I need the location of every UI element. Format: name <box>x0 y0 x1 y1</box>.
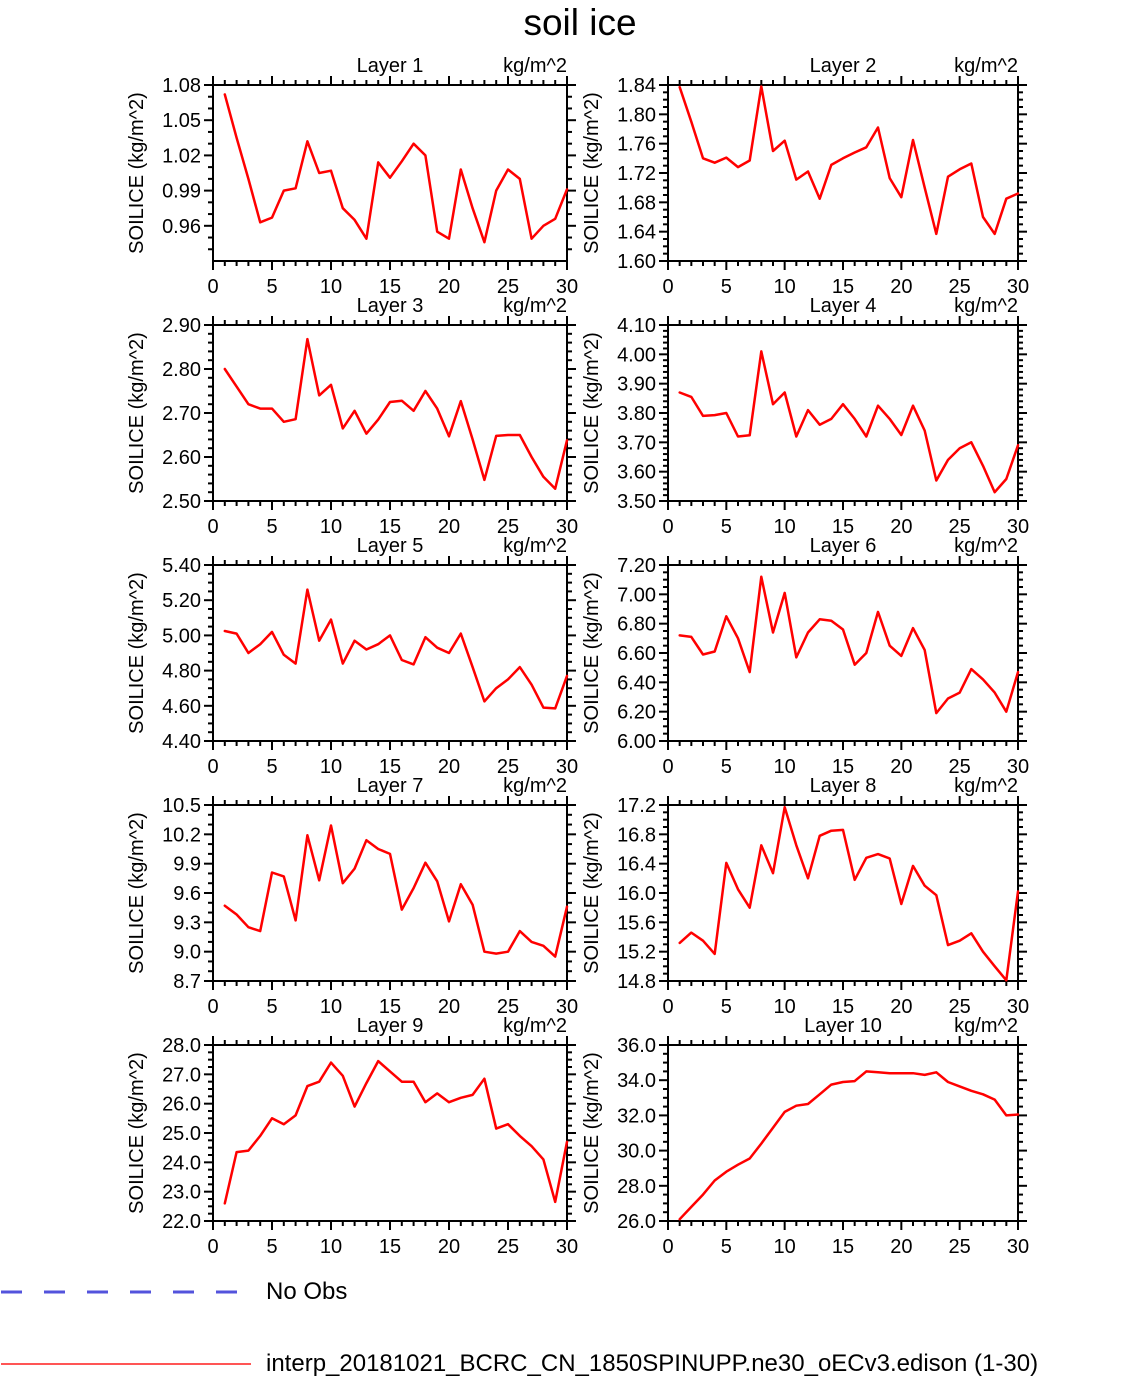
y-tick-label: 22.0 <box>162 1211 201 1233</box>
plot-frame <box>668 85 1018 261</box>
y-axis-label: SOILICE (kg/m^2) <box>126 332 148 494</box>
y-tick-label: 2.60 <box>162 447 201 469</box>
x-tick-label: 30 <box>555 516 579 538</box>
plot-frame <box>668 565 1018 741</box>
x-tick-label: 25 <box>948 516 971 538</box>
series-line-layer-9 <box>225 1061 567 1203</box>
panel-title: Layer 1 <box>356 55 424 77</box>
x-tick-label: 15 <box>831 996 855 1018</box>
x-tick-label: 0 <box>662 756 674 778</box>
x-tick-label: 20 <box>437 996 461 1018</box>
y-tick-label: 5.40 <box>162 555 201 577</box>
y-tick-label: 27.0 <box>162 1064 201 1087</box>
x-tick-label: 10 <box>773 516 796 538</box>
y-tick-label: 1.72 <box>617 163 656 185</box>
y-tick-label: 1.68 <box>617 192 656 215</box>
series-line-layer-5 <box>225 590 567 709</box>
y-tick-label: 1.64 <box>617 221 656 244</box>
y-tick-label: 24.0 <box>162 1152 201 1175</box>
x-tick-label: 15 <box>378 276 402 298</box>
x-tick-label: 20 <box>890 516 913 538</box>
panel-unit-label: kg/m^2 <box>954 535 1018 557</box>
legend-no-obs <box>0 1279 347 1305</box>
y-tick-label: 28.0 <box>617 1175 656 1198</box>
y-tick-label: 4.10 <box>617 315 656 337</box>
legend-series <box>0 1351 1038 1377</box>
y-tick-label: 10.5 <box>162 795 201 817</box>
y-tick-label: 7.00 <box>617 584 656 607</box>
panel-layer-1 <box>126 55 578 298</box>
x-tick-label: 30 <box>555 276 579 298</box>
panel-layer-5 <box>126 535 578 778</box>
y-axis-label: SOILICE (kg/m^2) <box>126 812 148 974</box>
ticks <box>204 316 576 510</box>
x-tick-label: 0 <box>207 1236 219 1258</box>
x-tick-label: 10 <box>773 1236 796 1258</box>
y-tick-label: 1.76 <box>617 133 656 156</box>
panel-layer-6 <box>581 535 1029 778</box>
x-tick-label: 5 <box>266 996 278 1018</box>
y-tick-label: 26.0 <box>617 1211 656 1233</box>
y-axis-label: SOILICE (kg/m^2) <box>581 332 603 494</box>
y-tick-label: 2.90 <box>162 315 201 337</box>
x-tick-label: 5 <box>720 756 732 778</box>
x-tick-label: 5 <box>266 276 278 298</box>
panel-title: Layer 7 <box>356 775 424 797</box>
series-line-layer-3 <box>225 339 567 489</box>
y-tick-label: 26.0 <box>162 1093 201 1116</box>
y-axis-label: SOILICE (kg/m^2) <box>581 92 603 254</box>
y-tick-label: 6.60 <box>617 643 656 665</box>
y-tick-label: 4.60 <box>162 695 201 718</box>
panel-title: Layer 4 <box>809 295 877 317</box>
y-tick-label: 6.40 <box>617 672 656 695</box>
y-tick-label: 25.0 <box>162 1123 201 1145</box>
series-line-layer-8 <box>680 807 1018 980</box>
panel-layer-4 <box>581 295 1029 538</box>
ticks <box>204 76 576 270</box>
ticks <box>204 1036 576 1230</box>
series-line-layer-1 <box>225 94 567 242</box>
x-tick-label: 20 <box>437 756 461 778</box>
panel-title: Layer 3 <box>356 295 424 317</box>
y-tick-label: 1.84 <box>617 75 656 97</box>
y-tick-label: 14.8 <box>617 971 656 993</box>
x-tick-label: 25 <box>496 756 520 778</box>
panel-unit-label: kg/m^2 <box>954 1015 1018 1037</box>
y-tick-label: 1.08 <box>162 75 201 97</box>
x-tick-label: 10 <box>319 996 343 1018</box>
x-tick-label: 5 <box>720 996 732 1018</box>
y-tick-label: 5.00 <box>162 625 201 648</box>
panel-title: Layer 9 <box>356 1015 424 1037</box>
x-tick-label: 30 <box>555 996 579 1018</box>
y-tick-label: 16.4 <box>617 853 656 876</box>
y-tick-label: 34.0 <box>617 1070 656 1093</box>
panel-title: Layer 2 <box>809 55 877 77</box>
x-tick-label: 30 <box>1006 996 1030 1018</box>
x-tick-label: 15 <box>831 1236 855 1258</box>
panel-unit-label: kg/m^2 <box>503 535 567 557</box>
x-tick-label: 30 <box>555 1236 579 1258</box>
y-tick-label: 2.70 <box>162 403 201 425</box>
x-tick-label: 0 <box>662 1236 674 1258</box>
x-tick-label: 0 <box>662 516 674 538</box>
series-line-layer-4 <box>680 351 1018 492</box>
y-axis-label: SOILICE (kg/m^2) <box>581 572 603 734</box>
ticks <box>659 796 1027 990</box>
x-tick-label: 10 <box>319 516 343 538</box>
x-tick-label: 30 <box>1006 516 1030 538</box>
y-tick-label: 28.0 <box>162 1035 201 1057</box>
panel-layer-3 <box>126 295 578 538</box>
plot-frame <box>213 565 567 741</box>
x-tick-label: 25 <box>948 1236 971 1258</box>
ticks <box>659 316 1027 510</box>
panel-layer-2 <box>581 55 1029 298</box>
x-tick-label: 30 <box>555 756 579 778</box>
y-tick-label: 17.2 <box>617 795 656 817</box>
x-tick-label: 20 <box>437 516 461 538</box>
x-tick-label: 10 <box>319 276 343 298</box>
panel-layer-9 <box>126 1015 578 1258</box>
plot-frame <box>213 805 567 981</box>
ticks <box>659 1036 1027 1230</box>
y-tick-label: 1.05 <box>162 110 201 133</box>
plot-frame <box>213 325 567 501</box>
y-tick-label: 15.6 <box>617 912 656 935</box>
x-tick-label: 10 <box>773 276 796 298</box>
x-tick-label: 15 <box>378 1236 402 1258</box>
y-tick-label: 10.2 <box>162 824 201 847</box>
x-tick-label: 20 <box>890 276 913 298</box>
y-tick-label: 5.20 <box>162 590 201 613</box>
no-obs-dashed-line-icon <box>0 1287 252 1297</box>
panel-unit-label: kg/m^2 <box>503 55 567 77</box>
x-tick-label: 5 <box>266 1236 278 1258</box>
panel-unit-label: kg/m^2 <box>954 295 1018 317</box>
ticks <box>204 556 576 750</box>
x-tick-label: 25 <box>496 516 520 538</box>
y-tick-label: 4.80 <box>162 660 201 683</box>
y-tick-label: 1.80 <box>617 104 656 127</box>
x-tick-label: 25 <box>496 1236 520 1258</box>
y-tick-label: 9.9 <box>173 853 201 876</box>
y-tick-label: 3.70 <box>617 432 656 455</box>
y-tick-label: 16.0 <box>617 883 656 905</box>
x-tick-label: 5 <box>720 276 732 298</box>
panel-unit-label: kg/m^2 <box>503 775 567 797</box>
x-tick-label: 0 <box>662 276 674 298</box>
panel-title: Layer 5 <box>356 535 424 557</box>
panel-layer-10 <box>581 1015 1029 1258</box>
y-tick-label: 4.00 <box>617 344 656 367</box>
y-tick-label: 4.40 <box>162 731 201 753</box>
plot-frame <box>668 1045 1018 1221</box>
x-tick-label: 15 <box>378 996 402 1018</box>
series-line-layer-2 <box>680 87 1018 234</box>
y-tick-label: 6.80 <box>617 613 656 636</box>
y-tick-label: 3.60 <box>617 461 656 484</box>
x-tick-label: 25 <box>496 276 520 298</box>
x-tick-label: 25 <box>948 276 971 298</box>
x-tick-label: 10 <box>773 756 796 778</box>
ticks <box>659 556 1027 750</box>
x-tick-label: 25 <box>496 996 520 1018</box>
y-tick-label: 30.0 <box>617 1140 656 1163</box>
x-tick-label: 0 <box>207 276 219 298</box>
y-axis-label: SOILICE (kg/m^2) <box>126 572 148 734</box>
series-line-layer-6 <box>680 577 1018 713</box>
y-tick-label: 2.50 <box>162 491 201 513</box>
y-tick-label: 3.90 <box>617 373 656 396</box>
series-line-icon <box>0 1359 252 1369</box>
y-tick-label: 6.00 <box>617 731 656 753</box>
y-axis-label: SOILICE (kg/m^2) <box>581 1052 603 1214</box>
y-tick-label: 15.2 <box>617 941 656 964</box>
panel-layer-8 <box>581 775 1029 1018</box>
x-tick-label: 0 <box>207 996 219 1018</box>
x-tick-label: 10 <box>773 996 796 1018</box>
y-tick-label: 9.6 <box>173 883 201 905</box>
series-line-layer-7 <box>225 826 567 957</box>
y-tick-label: 0.96 <box>162 215 201 238</box>
panel-unit-label: kg/m^2 <box>954 775 1018 797</box>
y-axis-label: SOILICE (kg/m^2) <box>581 812 603 974</box>
y-tick-label: 32.0 <box>617 1105 656 1128</box>
panel-title: Layer 6 <box>809 535 877 557</box>
y-tick-label: 9.0 <box>173 941 201 964</box>
x-tick-label: 30 <box>1006 1236 1030 1258</box>
x-tick-label: 0 <box>662 996 674 1018</box>
x-tick-label: 15 <box>831 276 855 298</box>
legend-series-label: interp_20181021_BCRC_CN_1850SPINUPP.ne30_oECv3.edison (1-30) <box>266 1350 1039 1377</box>
x-tick-label: 5 <box>720 1236 732 1258</box>
x-tick-label: 20 <box>437 1236 461 1258</box>
y-tick-label: 3.80 <box>617 403 656 425</box>
panel-layer-7 <box>126 775 578 1018</box>
x-tick-label: 20 <box>437 276 461 298</box>
x-tick-label: 20 <box>890 756 913 778</box>
x-tick-label: 15 <box>378 516 402 538</box>
x-tick-label: 30 <box>1006 276 1030 298</box>
y-tick-label: 6.20 <box>617 701 656 724</box>
ticks <box>659 76 1027 270</box>
x-tick-label: 10 <box>319 1236 343 1258</box>
y-tick-label: 7.20 <box>617 555 656 577</box>
x-tick-label: 0 <box>207 516 219 538</box>
panel-title: Layer 10 <box>804 1015 882 1037</box>
y-tick-label: 16.8 <box>617 824 656 847</box>
x-tick-label: 5 <box>266 516 278 538</box>
x-tick-label: 5 <box>266 756 278 778</box>
x-tick-label: 15 <box>831 516 855 538</box>
panel-unit-label: kg/m^2 <box>954 55 1018 77</box>
ticks <box>204 796 576 990</box>
x-tick-label: 25 <box>948 996 971 1018</box>
x-tick-label: 5 <box>720 516 732 538</box>
y-tick-label: 1.02 <box>162 145 201 168</box>
y-tick-label: 0.99 <box>162 180 201 203</box>
y-tick-label: 2.80 <box>162 359 201 381</box>
x-tick-label: 0 <box>207 756 219 778</box>
panel-title: Layer 8 <box>809 775 877 797</box>
legend-no-obs-label: No Obs <box>266 1278 348 1305</box>
x-tick-label: 20 <box>890 1236 913 1258</box>
y-tick-label: 8.7 <box>173 971 201 993</box>
y-axis-label: SOILICE (kg/m^2) <box>126 1052 148 1214</box>
y-axis-label: SOILICE (kg/m^2) <box>126 92 148 254</box>
y-tick-label: 36.0 <box>617 1035 656 1057</box>
x-tick-label: 15 <box>378 756 402 778</box>
series-line-layer-10 <box>680 1071 1018 1219</box>
panel-unit-label: kg/m^2 <box>503 1015 567 1037</box>
x-tick-label: 25 <box>948 756 971 778</box>
x-tick-label: 10 <box>319 756 343 778</box>
x-tick-label: 20 <box>890 996 913 1018</box>
chart-title: soil ice <box>523 2 637 43</box>
x-tick-label: 30 <box>1006 756 1030 778</box>
y-tick-label: 9.3 <box>173 912 201 935</box>
y-tick-label: 23.0 <box>162 1181 201 1204</box>
y-tick-label: 3.50 <box>617 491 656 513</box>
panel-unit-label: kg/m^2 <box>503 295 567 317</box>
x-tick-label: 15 <box>831 756 855 778</box>
y-tick-label: 1.60 <box>617 251 656 273</box>
